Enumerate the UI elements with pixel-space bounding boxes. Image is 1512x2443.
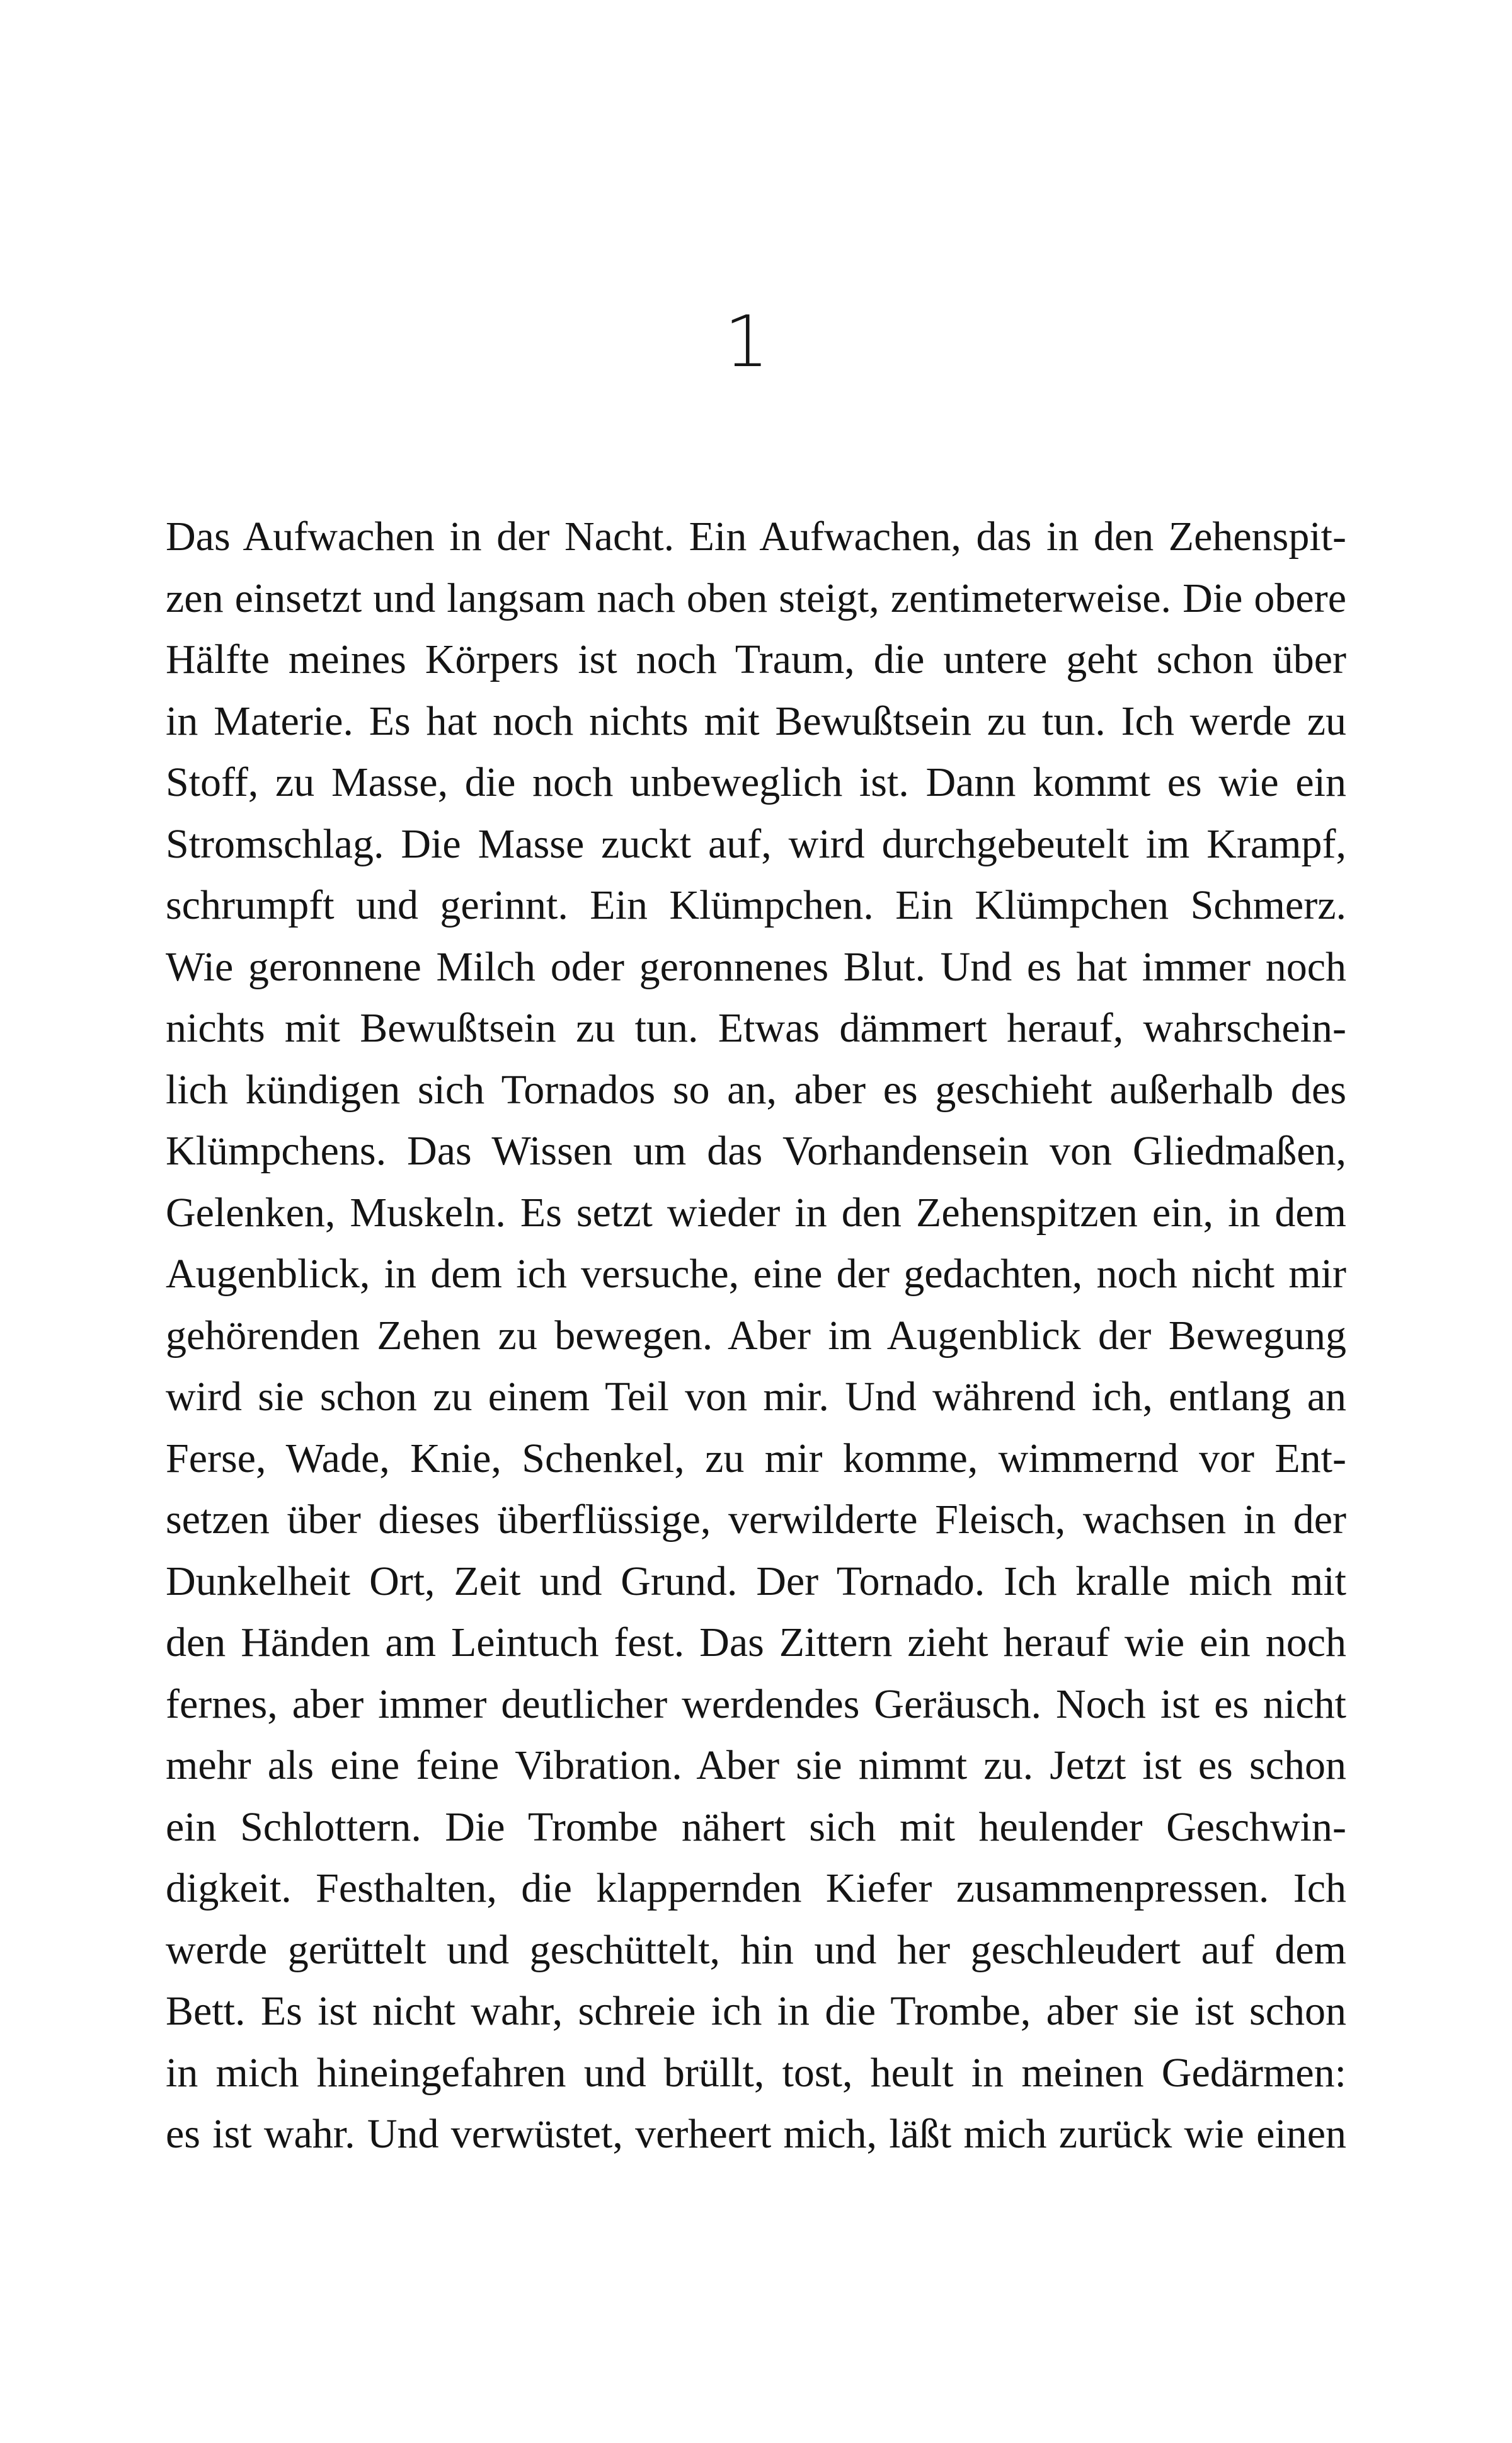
text-line: Stoff, zu Masse, die noch unbeweglich ist. Dann kommt es wie ein	[166, 759, 1346, 805]
text-line: schrumpft und gerinnt. Ein Klümpchen. Ein Klümpchen Schmerz.	[166, 882, 1346, 928]
text-line: Ferse, Wade, Knie, Schenkel, zu mir komme, wimmernd vor Ent-	[166, 1435, 1346, 1481]
text-line: werde gerüttelt und geschüttelt, hin und her geschleudert auf dem	[166, 1926, 1346, 1973]
paragraph	[166, 506, 1346, 2165]
text-line: nichts mit Bewußtsein zu tun. Etwas dämmert herauf, wahrschein-	[166, 1005, 1346, 1051]
chapter-number: 1	[724, 301, 769, 383]
text-line: in Materie. Es hat noch nichts mit Bewußtsein zu tun. Ich werde zu	[166, 698, 1346, 744]
text-line: wird sie schon zu einem Teil von mir. Und während ich, entlang an	[166, 1374, 1346, 1420]
text-line: Klümpchens. Das Wissen um das Vorhandensein von Gliedmaßen,	[166, 1128, 1346, 1174]
text-line: Hälfte meines Körpers ist noch Traum, die untere geht schon über	[166, 636, 1346, 682]
text-line: Bett. Es ist nicht wahr, schreie ich in die Trombe, aber sie ist schon	[166, 1988, 1346, 2034]
text-line: ein Schlottern. Die Trombe nähert sich mit heulender Geschwin-	[166, 1803, 1346, 1850]
text-line: mehr als eine feine Vibration. Aber sie nimmt zu. Jetzt ist es schon	[166, 1742, 1346, 1788]
text-line: es ist wahr. Und verwüstet, verheert mich, läßt mich zurück wie einen	[166, 2111, 1346, 2157]
text-line: den Händen am Leintuch fest. Das Zittern zieht herauf wie ein noch	[166, 1619, 1346, 1665]
text-line: lich kündigen sich Tornados so an, aber es geschieht außerhalb des	[166, 1066, 1346, 1113]
text-line: Wie geronnene Milch oder geronnenes Blut. Und es hat immer noch	[166, 943, 1346, 990]
text-line: Augenblick, in dem ich versuche, eine der gedachten, noch nicht mir	[166, 1251, 1346, 1297]
text-line: Dunkelheit Ort, Zeit und Grund. Der Tornado. Ich kralle mich mit	[166, 1558, 1346, 1604]
text-line: zen einsetzt und langsam nach oben steigt, zentimeterweise. Die obere	[166, 575, 1346, 621]
text-line: gehörenden Zehen zu bewegen. Aber im Augenblick der Bewegung	[166, 1312, 1346, 1359]
text-line: Stromschlag. Die Masse zuckt auf, wird durchgebeutelt im Krampf,	[166, 820, 1346, 867]
text-line: Gelenken, Muskeln. Es setzt wieder in den Zehenspitzen ein, in dem	[166, 1189, 1346, 1236]
text-line: setzen über dieses überflüssige, verwilderte Fleisch, wachsen in der	[166, 1497, 1346, 1543]
text-line: fernes, aber immer deutlicher werdendes Geräusch. Noch ist es nicht	[166, 1681, 1346, 1727]
text-line: digkeit. Festhalten, die klappernden Kiefer zusammenpressen. Ich	[166, 1865, 1346, 1911]
text-line: in mich hineingefahren und brüllt, tost, heult in meinen Gedärmen:	[166, 2049, 1346, 2096]
text-line: Das Aufwachen in der Nacht. Ein Aufwachen, das in den Zehenspit-	[166, 514, 1346, 560]
